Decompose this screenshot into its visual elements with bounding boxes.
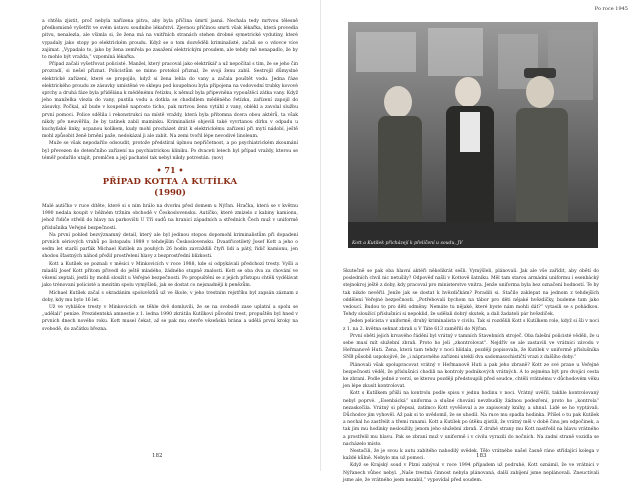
paragraph: Plánovali však spolupracovat vrátný v Heřmanově Huti a pak jeho zbraně? Kott ze své praxe u Veřejné bezpečnosti věděl, že příslušníci chodili na kontroly podnikových vrátných. A to zejména být pro dvojici cesta ke zbrani. Podle jedné z verzí, se kterou později předstoupili před soudce, chtěli vrátnému v důchodovém věku jen lépe zkusit kontrolovat. [343,362,599,390]
page-number: 182 [152,453,163,459]
paragraph: Kott s Kutílkem přišli na kontrolu podle spisu v jednu hodinu v noci. Vrátný uvěřil, takhle kontrolovaný nebyl poprvé. „Esenbácká“ uniforma a slušné chování nevzbudily žádnou podezření, proto ho „kontrola“ nezaskočila. Vrátný si přepsal, zatímco Kott vyvěšoval a ze zapisovaly knihy, a uhnul. Lidé se ho vyptávali. Důchodce jim vyhověl. Až pak si to uvědomil, že se uhodil. Na ruce mu spadla hodinka. Přišel o tu pak Kutílek a nechal ho zastřelit a třemi ranami. Kott a Kutílek po útěku zjistili, že vrátný měl v době činu jen odpočinek, a tak jim mu hodinky nesloužily, jenom jeho služební zbraň. Z druhé strany mu Kott nastřelil na hlavu vrátného a prostřelil mu hlavu. Pak se zbraní muž v uniformě i v civilu vyrazili do nočních. Na zadní straně vozidla se nacházelo místo. [343,391,599,447]
paragraph: Když se Krajský soud v Plzni zabýval v roce 1994 případem už podruhé, Kott oznámil, že ve vrátnici v Nýřanech vůbec nebyl. „Naše trestná činnost nebyla plánovaná, další zabíjení jsme neplánovali. Zneuctívali jsme ale, že vrátného jsem nezabil,“ vypovídal před soudem. [343,463,599,483]
paragraph: První oběti jejich krvavého řádění byl vrátný v tamních Stavebních stroječ. Oba falešní policisté věděli, že u sebe musí mít služební zbraň. Proto ho jeli „zkontrolovat“. Nejdřív se ale zastavili ve vrátnici závodu v Heřmanově Huti. Žena, která tam tehdy v noci hlídala, později popisovala, že Kutílek v uniformě příslušníka SNB působil uspokojivě, že „i nápravného zařízení uteklí dva sadomasochističtí vrazi z dalšího doby.“ [343,333,599,361]
paragraph: Na první pohled bezvýznamný detail, který ale byl jedinou stopou dopomohl kriminalistům při dopadení prvních sériových vrahů po listopadu 1989 v tehdejším Československu. Dvaatřicetiletý Josef Kott a jeho o sedm let starší parťák Michael Kutílek za pouhých 26 hodin zavraždili čtyři lidi a pátý, řidič kamionu, jen shodou šťastných náhod přežil prostřelení hlavy z bezprostřední blízkosti. [42,232,298,260]
chapter-title: PŘÍPAD KOTTA A KUTÍLKA [102,177,238,188]
courtroom-photo [348,22,598,248]
paragraph: Malé autíčko v ruce dítěte, které si s ním hrálo na dvorku před domem u Nýřan. Hračka, která se v květnu 1990 nedala koupit v běžném tržním obchodě v Československu. Autíčko, které zmizelo z kabiny kamionu, jehož řidiče střelil do hlavy na parkovišti U Tří sudů na hranicí západních a středních Čech muž v uniformě příslušníka Veřejné bezpečnosti. [42,204,298,231]
paragraph: a chtěla zjistit, proč nebyla nařízena pitva, aby byla příčina úmrtí jasná. Nechala tedy mrtvou tělesně předkomisně vyšetřit ve svém ústavu soudního lékařství. Zjevnou příčinou smrti však lékařka, která provedla pitvu, nenalezla, ale všimla si, že žena má na vnitřních stranách stehen drobné symetrické vydutiny, které vypadaly jako stopy po elektrickém proudu. Když se o tom dozvěděli kriminalisté, začali se o vdovce více zajímat. „Vypadalo to, jako by žena zemřela po zasažení elektrickým proudem, ale tehdy mě nenapadlo, že by to mohlo být vražda,“ vzpomíná lékařka. [42,19,298,61]
paragraph: Jeden policista v uniformě, druhý kriminalista v civilu. Tak si rozdělili Kott s Kutílkem role, když si šli v noci z 1. na 2. května sehnat zbraň u V Táte 613 zaměřili do Nýřan. [343,319,599,332]
paragraph: Nestačili, že je svou k autu zabitého nahodilý svědek. Tělo vrátného našel časně ráno střídající kolega v každé kůlně. Nebylo mu už pomoci. [343,449,599,462]
chapter-year: (1990) [154,188,186,199]
paragraph: Skutečně se pak oba hlavní aktéři několikrát sešli. Vymýšleli, plánovali. Jak ale vše zařídit, aby obětí do posledních chvil nic netušily? Odpověď našli v Kottově šatníku. Měl tam starou armádní uniformu i esenbácký stejnokroj ještě z doby, kdy pracoval pro ministerstvo vnitra. Jenže uniforma byla bez označení hodností. Te by tak nikdo nevěřil. Jenže jak se dostat k hvězdičkám? Poradili si. Stačilo zaklepat na jednom z tehdejších oddělení Veřejné bezpečnosti. „Potřebovali bychom na tábor pro děti nějaké hvězdičky, budeme tam jako vedoucí. Budou to pro děti odměny. Nemáte tu nějaké, které byste nám mohli dát?“ vytasili se s pohádkou. Tehdy sloužící příslušníci si nepoklid, že udělali dobrý skutek, a dali žadateli pár hvězdiček. [343,269,599,318]
paragraph: Kott a Kutílek se poznali v měsíci v Minkovicích v roce 1988, kde si odpykávali předchozí tresty. Vyšli a mladší Josef Kott přitom přivedl do ještě mladého, žádného stupně znalosti. Kott se oba dva za chování ve vězení zeptali, jestli by mohli sloužit u Veřejné bezpečnosti. Po propuštění se z jejich přístupu chtěli vydělávat jako trénovaní policisté a mezitím spolu vymýšleli, jak se dostat co nejsnadněji k penězům. [42,261,298,289]
running-head: Po roce 1945 [594,6,628,12]
photo-illustration [348,22,598,248]
chapter-number: • 71 • [156,165,184,176]
right-column [343,268,599,484]
paragraph: Už ve vyhlášce tresty v Minkovicích se těhle dvě domluvili, že se na svobodě zase uplatní a spolu se „udělali“ peníze. Prezidentská amnestie z 1. ledna 1990 zkrátila Kutílkovi původní trest, propuštěn byl hned v prvních dnech nového roku. Kott musel čekat, až se pak mu otevře vězeňská brána a udělá první kroky na svobodě, do začátku března. [42,304,298,332]
photo-caption: Kott a Kutílek přicházejí k přelíčení u soudu, JV [352,241,463,246]
paragraph: Michael Kutílek začal s okradáním spoluvězňů už ve škole, v jeho trestním rejstříku byl zapsán záznam z doby, kdy mu bylo 16 let. [42,290,298,303]
left-page [0,0,321,471]
left-column [42,18,298,333]
paragraph: Případ začali vyšetřovat policisté. Manžel, který pracoval jako elektrikář a už nepočítal s tím, že se jeho čin prozradí, si nešel přiznat. Policistům se mimo protokol přiznal, že svoji ženu zabil. Sestrojil důmyslné elektrické zařízení, které se propojilo, když si žena lehla do vany a začala pouštět vodu. Jedna řáze elektrického proudu ze zásuvky umístěné ve sklepu pod koupelnou byla připojena na vodovodní trubky kovové sprchy a druhá fáze byla přidělána k měděnému řetízku, k němuž byla připevněna vypouštěcí zátka vany. Když jeho manželka vlezla do vany, pustila vodu a dotkla se chodidlem měděného řetízku, zařízení zapojil do zásuvky. Počkal, až bude v koupelně naprosto ticho, pak mrtvou ženu vytáhl z vany, oblékl a zavolal službu první pomoci. Police sdělila i rekonstrukci na místě vraždy, která byla přítomna dcera obou aktérů, ta však nikdy pře neuvěřila, že by tatínek zabil maminku. Kriminalisté objevili také vyvrtanou dírku v odpadu u kuchyňské linky, ucpanou kolíkem, kudy mohl procházet drát k elektrickému zařízení při mytí nádobí, ještě mohl způsobit ženě brnění paže, nedokázal ji ale zabít. Na zemi tvořil lépe nevodivé linoleum. [42,62,298,140]
page-number: 183 [476,453,487,459]
paragraph: Muže se však nepodařilo odsoudit, protože předstíral úplnou nepříčetnost, a po psychiatrickém zkoumání byl převezen do detenčního zařízení na psychiatrickou kliniku. Po dvaceti letech byl případ vraždy, kterou se téměř podařilo utajit, promlčen a její pachatel tak nebyl nikdy potrestán. (nov) [42,141,298,161]
